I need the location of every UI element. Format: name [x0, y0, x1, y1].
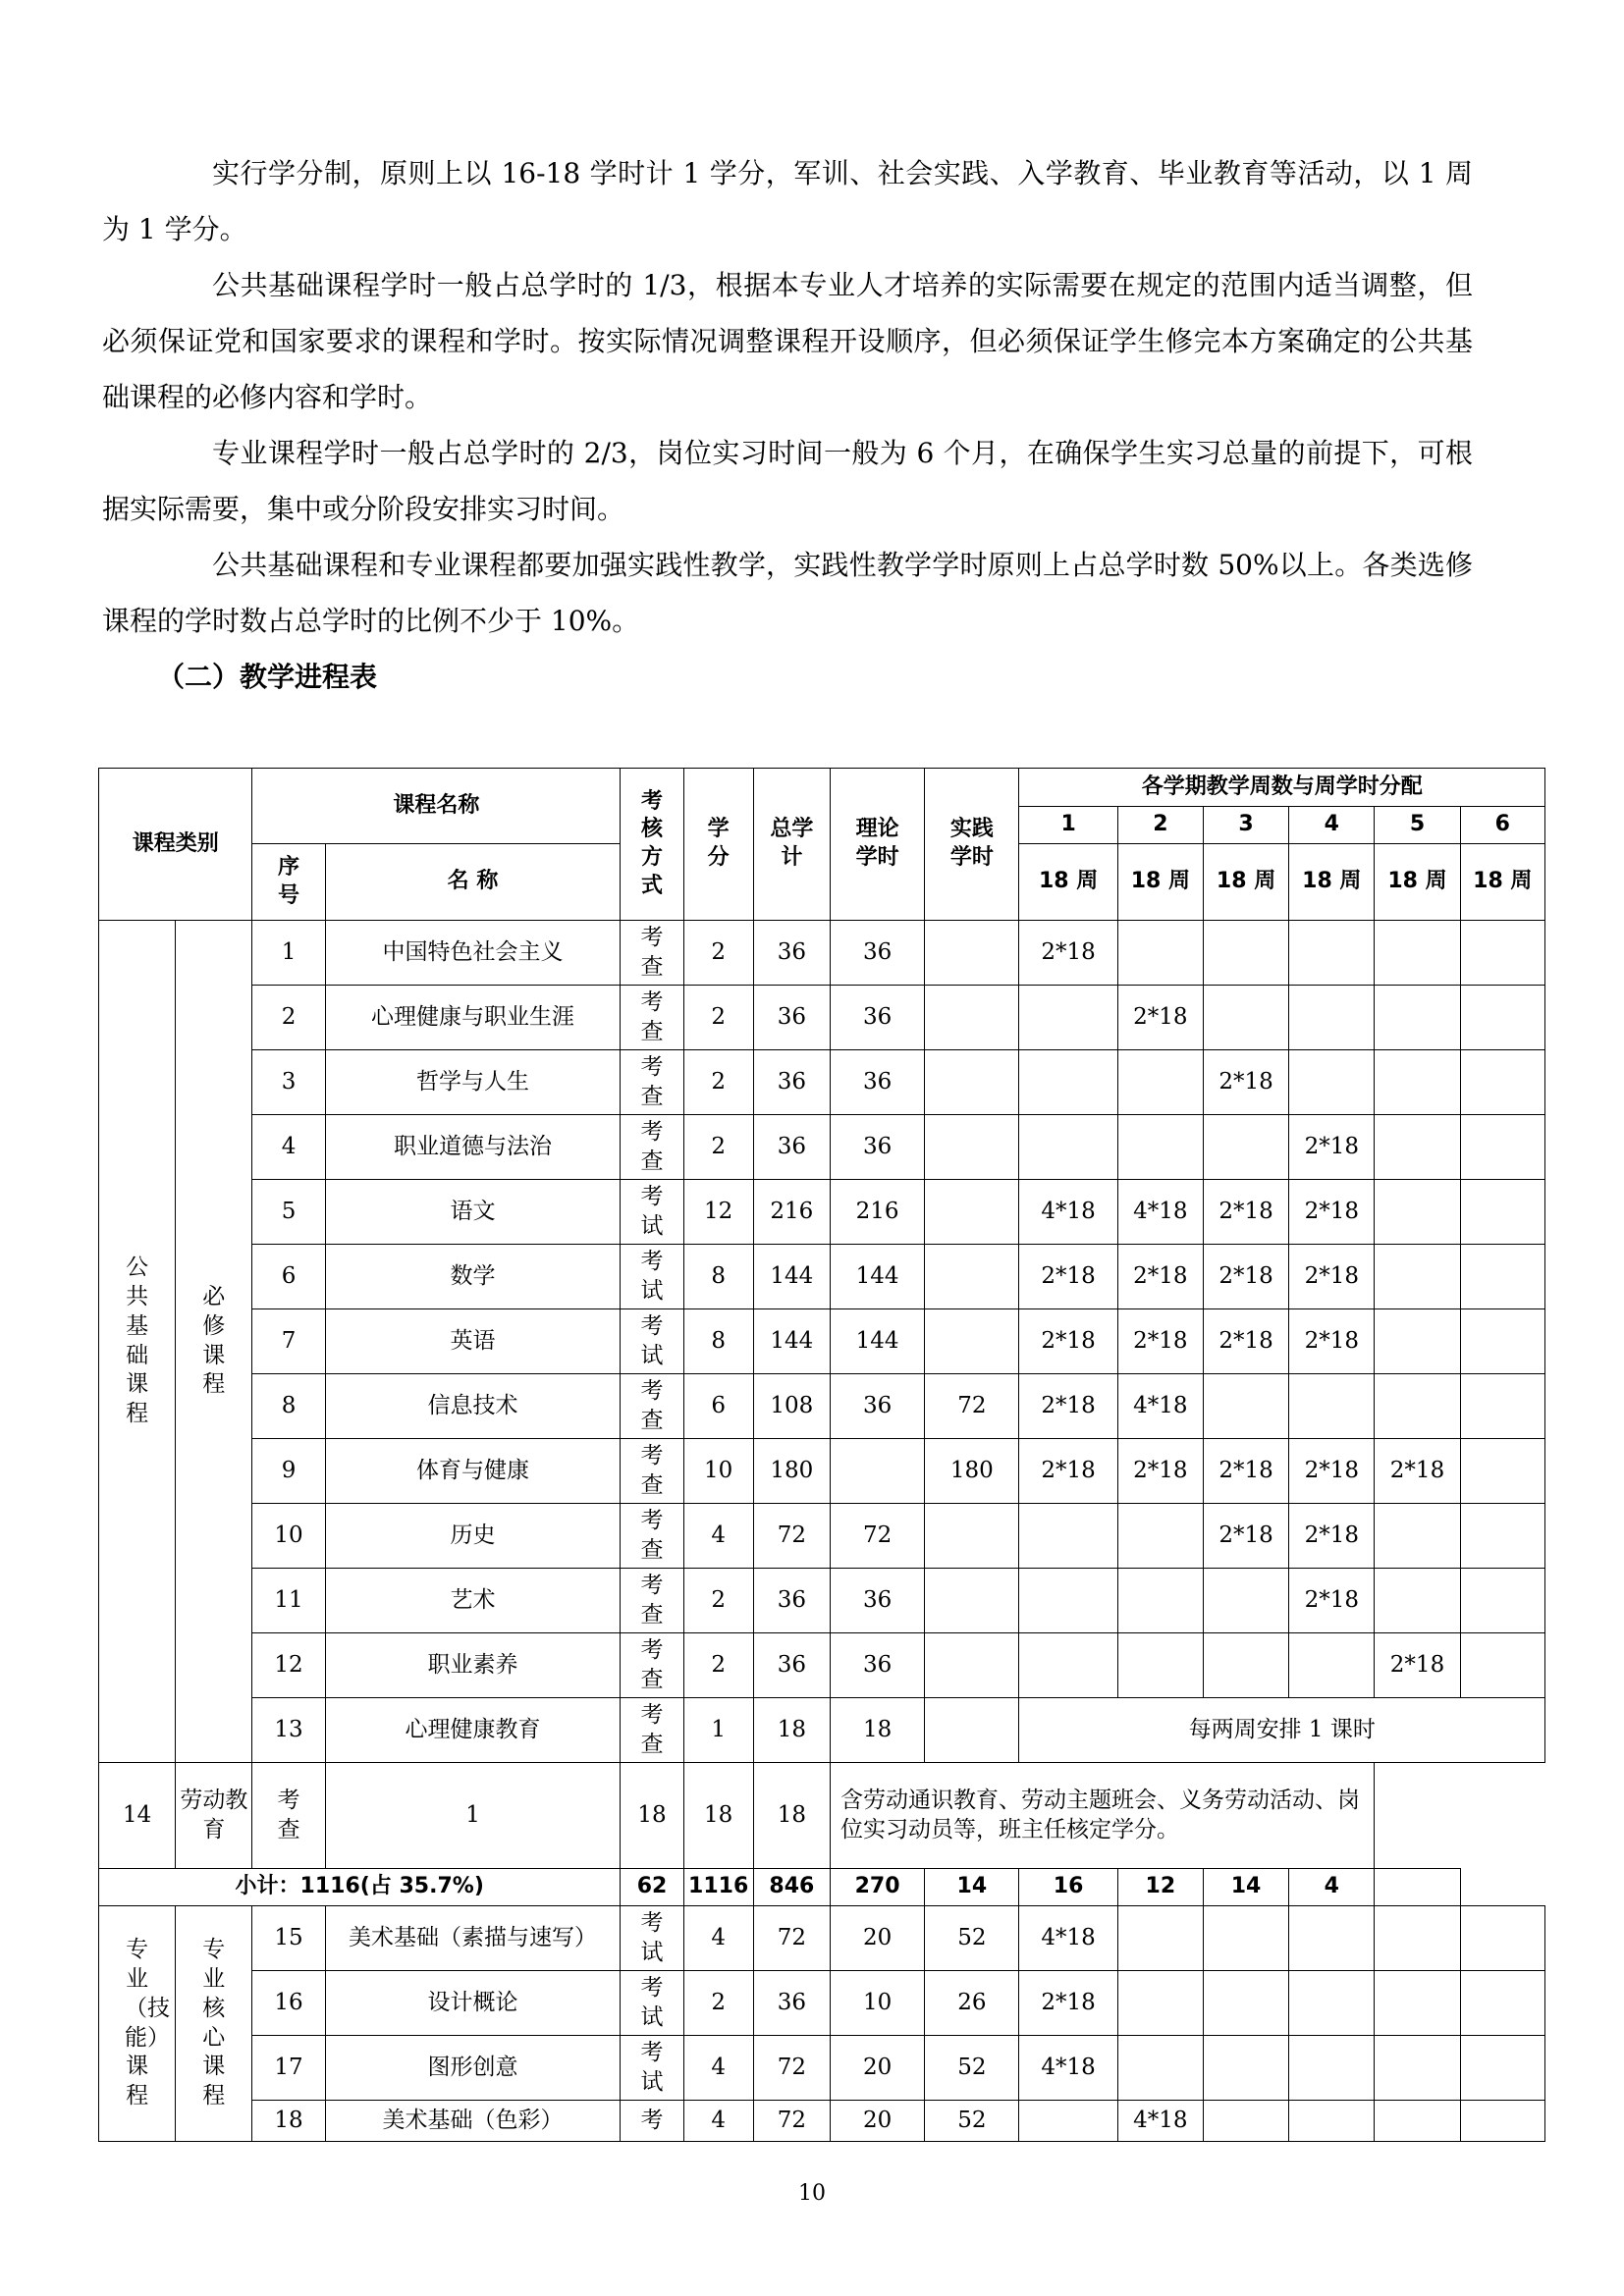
table-row — [99, 1115, 1545, 1180]
cell-semester-3 — [1203, 2036, 1288, 2101]
cell-semester-3: 2*18 — [1203, 1504, 1288, 1569]
cell-note-row14: 含劳动通识教育、劳动主题班会、义务劳动活动、岗位实习动员等，班主任核定学分。 — [830, 1763, 1374, 1869]
cell-seq: 4 — [252, 1115, 325, 1180]
cell-semester-3 — [1203, 986, 1288, 1050]
cell-credit: 4 — [683, 2101, 753, 2142]
cell-theory-hours: 36 — [830, 1115, 924, 1180]
cell-semester-5 — [1375, 1245, 1460, 1309]
subcategory-required: 必修课程 — [176, 921, 252, 1763]
cell-semester-6 — [1460, 1245, 1544, 1309]
cell-total-hours: 144 — [753, 1309, 830, 1374]
cell-semester-4: 2*18 — [1289, 1245, 1375, 1309]
cell-semester-4 — [1289, 1906, 1375, 1971]
cell-semester-3 — [1203, 2101, 1288, 2142]
cell-semester-1: 2*18 — [1019, 1971, 1117, 2036]
cell-theory-hours: 18 — [830, 1698, 924, 1763]
cell-semester-1: 2*18 — [1019, 1439, 1117, 1504]
paragraph-professional-courses: 专业课程学时一般占总学时的 2/3，岗位实习时间一般为 6 个月，在确保学生实习总量的前提下，可根据实际需要，集中或分阶段安排实习时间。 — [102, 437, 1473, 525]
cell-seq: 9 — [252, 1439, 325, 1504]
header-weeks-6: 18 周 — [1460, 844, 1544, 921]
cell-semester-3: 2*18 — [1203, 1245, 1288, 1309]
cell-semester-4: 2*18 — [1289, 1569, 1375, 1633]
table-row — [99, 1504, 1545, 1569]
table-row — [99, 986, 1545, 1050]
subtotal-practice: 270 — [830, 1869, 924, 1906]
cell-exam-method: 考查 — [621, 1374, 683, 1439]
cell-semester-3 — [1203, 921, 1288, 986]
cell-seq: 14 — [99, 1763, 176, 1869]
cell-course-name: 美术基础（素描与速写） — [325, 1906, 621, 1971]
header-weeks-2: 18 周 — [1117, 844, 1203, 921]
header-semester-1: 1 — [1019, 807, 1117, 844]
cell-credit: 4 — [683, 1504, 753, 1569]
cell-practice-hours: 72 — [925, 1374, 1019, 1439]
cell-seq: 3 — [252, 1050, 325, 1115]
cell-semester-1 — [1019, 2101, 1117, 2142]
cell-semester-3 — [1203, 1569, 1288, 1633]
cell-semester-5 — [1375, 1569, 1460, 1633]
table-row — [99, 1374, 1545, 1439]
header-name: 名 称 — [325, 844, 621, 921]
cell-seq: 6 — [252, 1245, 325, 1309]
cell-semester-2 — [1117, 1050, 1203, 1115]
cell-semester-1 — [1019, 1633, 1117, 1698]
cell-theory-hours: 72 — [830, 1504, 924, 1569]
cell-credit: 2 — [683, 986, 753, 1050]
header-semester-3: 3 — [1203, 807, 1288, 844]
cell-semester-1: 2*18 — [1019, 1309, 1117, 1374]
header-semester-group: 各学期教学周数与周学时分配 — [1019, 769, 1545, 807]
cell-semester-4: 2*18 — [1289, 1309, 1375, 1374]
subtotal-row — [99, 1869, 1545, 1906]
paragraph-credit-system: 实行学分制，原则上以 16-18 学时计 1 学分，军训、社会实践、入学教育、毕业教育等活动，以 1 周为 1 学分。 — [102, 157, 1473, 245]
cell-semester-1: 4*18 — [1019, 1906, 1117, 1971]
header-seq: 序号 — [252, 844, 325, 921]
table-row — [99, 1180, 1545, 1245]
cell-semester-5: 2*18 — [1375, 1633, 1460, 1698]
subtotal-semester-1: 14 — [925, 1869, 1019, 1906]
subtotal-credit: 62 — [621, 1869, 683, 1906]
cell-semester-2: 2*18 — [1117, 1309, 1203, 1374]
cell-semester-5 — [1375, 1971, 1460, 2036]
header-total-hours: 总学计 — [753, 769, 830, 921]
cell-semester-2: 2*18 — [1117, 1245, 1203, 1309]
cell-exam-method: 考查 — [621, 1115, 683, 1180]
cell-total-hours: 72 — [753, 2101, 830, 2142]
cell-total-hours: 36 — [753, 1633, 830, 1698]
cell-course-name: 职业道德与法治 — [325, 1115, 621, 1180]
cell-exam-method: 考查 — [621, 1633, 683, 1698]
cell-total-hours: 36 — [753, 921, 830, 986]
cell-credit: 2 — [683, 1050, 753, 1115]
cell-total-hours: 216 — [753, 1180, 830, 1245]
cell-semester-1: 2*18 — [1019, 1245, 1117, 1309]
cell-practice-hours — [925, 1180, 1019, 1245]
cell-semester-6 — [1460, 1374, 1544, 1439]
category-public-basic: 公共基础课程 — [99, 921, 176, 1763]
cell-note-row13: 每两周安排 1 课时 — [1019, 1698, 1545, 1763]
cell-practice-hours — [925, 1569, 1019, 1633]
header-course-name: 课程名称 — [252, 769, 621, 844]
cell-practice-hours: 52 — [925, 1906, 1019, 1971]
cell-credit: 2 — [683, 1569, 753, 1633]
cell-semester-1: 2*18 — [1019, 1374, 1117, 1439]
table-row — [99, 1633, 1545, 1698]
header-category: 课程类别 — [99, 769, 252, 921]
cell-semester-5 — [1375, 1504, 1460, 1569]
cell-total-hours: 36 — [753, 1115, 830, 1180]
cell-credit: 2 — [683, 1115, 753, 1180]
cell-semester-5 — [1375, 2101, 1460, 2142]
cell-semester-2: 4*18 — [1117, 1374, 1203, 1439]
cell-seq: 7 — [252, 1309, 325, 1374]
section-heading: （二）教学进程表 — [157, 661, 378, 693]
cell-theory-hours: 18 — [683, 1763, 753, 1869]
cell-credit: 4 — [683, 1906, 753, 1971]
paragraph-practice-teaching: 公共基础课程和专业课程都要加强实践性教学，实践性教学学时原则上占总学时数 50%以上。各类选修课程的学时数占总学时的比例不少于 10%。 — [102, 549, 1473, 637]
cell-seq: 15 — [252, 1906, 325, 1971]
cell-semester-2 — [1117, 921, 1203, 986]
cell-semester-4: 2*18 — [1289, 1504, 1375, 1569]
subtotal-label: 小计：1116(占 35.7%) — [99, 1869, 621, 1906]
cell-theory-hours: 216 — [830, 1180, 924, 1245]
table-row — [99, 1971, 1545, 2036]
table-row — [99, 1245, 1545, 1309]
cell-practice-hours: 52 — [925, 2101, 1019, 2142]
header-weeks-1: 18 周 — [1019, 844, 1117, 921]
cell-semester-4 — [1289, 2101, 1375, 2142]
subtotal-theory: 846 — [753, 1869, 830, 1906]
table-row — [99, 1698, 1545, 1763]
subtotal-semester-2: 16 — [1019, 1869, 1117, 1906]
cell-semester-4 — [1289, 1374, 1375, 1439]
cell-semester-5 — [1375, 1050, 1460, 1115]
cell-semester-4: 2*18 — [1289, 1180, 1375, 1245]
cell-semester-6 — [1460, 1115, 1544, 1180]
cell-semester-5 — [1375, 986, 1460, 1050]
subtotal-semester-6 — [1375, 1869, 1460, 1906]
cell-course-name: 历史 — [325, 1504, 621, 1569]
cell-semester-6 — [1460, 1971, 1544, 2036]
cell-seq: 13 — [252, 1698, 325, 1763]
cell-practice-hours — [925, 1633, 1019, 1698]
cell-credit: 10 — [683, 1439, 753, 1504]
header-weeks-5: 18 周 — [1375, 844, 1460, 921]
cell-credit: 12 — [683, 1180, 753, 1245]
cell-semester-5: 2*18 — [1375, 1439, 1460, 1504]
cell-total-hours: 18 — [753, 1698, 830, 1763]
cell-semester-1 — [1019, 1504, 1117, 1569]
cell-theory-hours — [830, 1439, 924, 1504]
cell-semester-2 — [1117, 1569, 1203, 1633]
cell-total-hours: 144 — [753, 1245, 830, 1309]
cell-practice-hours: 180 — [925, 1439, 1019, 1504]
cell-semester-3: 2*18 — [1203, 1309, 1288, 1374]
cell-course-name: 职业素养 — [325, 1633, 621, 1698]
cell-semester-6 — [1460, 2101, 1544, 2142]
cell-semester-6 — [1460, 1633, 1544, 1698]
table-row — [99, 1763, 1545, 1869]
cell-semester-1: 4*18 — [1019, 2036, 1117, 2101]
cell-semester-4 — [1289, 1971, 1375, 2036]
cell-seq: 18 — [252, 2101, 325, 2142]
cell-seq: 5 — [252, 1180, 325, 1245]
cell-semester-4 — [1289, 921, 1375, 986]
table-row — [99, 1439, 1545, 1504]
cell-credit: 2 — [683, 1633, 753, 1698]
cell-theory-hours: 20 — [830, 1906, 924, 1971]
cell-seq: 11 — [252, 1569, 325, 1633]
cell-semester-6 — [1460, 921, 1544, 986]
cell-semester-6 — [1460, 1050, 1544, 1115]
cell-credit: 1 — [683, 1698, 753, 1763]
cell-theory-hours: 36 — [830, 921, 924, 986]
cell-semester-4: 2*18 — [1289, 1439, 1375, 1504]
cell-total-hours: 180 — [753, 1439, 830, 1504]
cell-semester-3: 2*18 — [1203, 1180, 1288, 1245]
category-professional: 专业（技能）课程 — [99, 1906, 176, 2142]
cell-semester-6 — [1460, 1906, 1544, 1971]
cell-total-hours: 72 — [753, 1504, 830, 1569]
cell-semester-5 — [1375, 921, 1460, 986]
header-semester-2: 2 — [1117, 807, 1203, 844]
cell-semester-5 — [1375, 2036, 1460, 2101]
cell-credit: 2 — [683, 1971, 753, 2036]
header-semester-5: 5 — [1375, 807, 1460, 844]
cell-semester-6 — [1460, 1439, 1544, 1504]
subtotal-semester-4: 14 — [1203, 1869, 1288, 1906]
cell-semester-3 — [1203, 1115, 1288, 1180]
cell-practice-hours — [925, 986, 1019, 1050]
cell-semester-5 — [1375, 1309, 1460, 1374]
cell-semester-2: 2*18 — [1117, 1439, 1203, 1504]
subtotal-total: 1116 — [683, 1869, 753, 1906]
cell-course-name: 数学 — [325, 1245, 621, 1309]
page-number: 10 — [798, 2181, 826, 2206]
cell-total-hours: 108 — [753, 1374, 830, 1439]
cell-semester-5 — [1375, 1906, 1460, 1971]
cell-course-name: 艺术 — [325, 1569, 621, 1633]
cell-exam-method: 考查 — [621, 1504, 683, 1569]
cell-exam-method: 考试 — [621, 1245, 683, 1309]
cell-semester-6 — [1460, 1309, 1544, 1374]
cell-semester-1: 2*18 — [1019, 921, 1117, 986]
table-row — [99, 1906, 1545, 1971]
cell-course-name: 哲学与人生 — [325, 1050, 621, 1115]
header-exam-method: 考核方式 — [621, 769, 683, 921]
table-row — [99, 2036, 1545, 2101]
cell-credit: 2 — [683, 921, 753, 986]
cell-course-name: 信息技术 — [325, 1374, 621, 1439]
cell-total-hours: 36 — [753, 1971, 830, 2036]
cell-seq: 12 — [252, 1633, 325, 1698]
cell-semester-6 — [1460, 1569, 1544, 1633]
cell-semester-4 — [1289, 1050, 1375, 1115]
cell-seq: 8 — [252, 1374, 325, 1439]
table-row — [99, 1569, 1545, 1633]
cell-practice-hours — [925, 1698, 1019, 1763]
cell-semester-3 — [1203, 1633, 1288, 1698]
cell-semester-4 — [1289, 1633, 1375, 1698]
cell-semester-5 — [1375, 1180, 1460, 1245]
cell-seq: 1 — [252, 921, 325, 986]
cell-credit: 6 — [683, 1374, 753, 1439]
cell-exam-method: 考查 — [621, 1439, 683, 1504]
cell-semester-2: 4*18 — [1117, 1180, 1203, 1245]
cell-theory-hours: 144 — [830, 1245, 924, 1309]
cell-semester-1 — [1019, 1115, 1117, 1180]
cell-course-name: 体育与健康 — [325, 1439, 621, 1504]
cell-theory-hours: 20 — [830, 2101, 924, 2142]
cell-theory-hours: 36 — [830, 1569, 924, 1633]
header-weeks-4: 18 周 — [1289, 844, 1375, 921]
subcategory-core: 专业核心课程 — [176, 1906, 252, 2142]
cell-semester-2 — [1117, 1115, 1203, 1180]
cell-course-name: 心理健康与职业生涯 — [325, 986, 621, 1050]
cell-semester-2: 4*18 — [1117, 2101, 1203, 2142]
cell-semester-2 — [1117, 1504, 1203, 1569]
cell-theory-hours: 36 — [830, 1374, 924, 1439]
cell-semester-3: 2*18 — [1203, 1439, 1288, 1504]
cell-semester-3 — [1203, 1906, 1288, 1971]
cell-credit: 8 — [683, 1245, 753, 1309]
cell-course-name: 图形创意 — [325, 2036, 621, 2101]
table-row — [99, 1309, 1545, 1374]
cell-practice-hours — [925, 1050, 1019, 1115]
cell-practice-hours — [925, 1115, 1019, 1180]
header-weeks-3: 18 周 — [1203, 844, 1288, 921]
cell-total-hours: 36 — [753, 1569, 830, 1633]
subtotal-semester-3: 12 — [1117, 1869, 1203, 1906]
cell-semester-2 — [1117, 2036, 1203, 2101]
cell-practice-hours — [925, 921, 1019, 986]
table-row — [99, 921, 1545, 986]
cell-semester-1 — [1019, 1569, 1117, 1633]
header-theory-hours: 理论学时 — [830, 769, 924, 921]
cell-theory-hours: 36 — [830, 1633, 924, 1698]
table-row — [99, 2101, 1545, 2142]
cell-credit: 8 — [683, 1309, 753, 1374]
cell-course-name: 劳动教育 — [176, 1763, 252, 1869]
cell-theory-hours: 36 — [830, 1050, 924, 1115]
cell-exam-method: 考 — [621, 2101, 683, 2142]
cell-semester-3 — [1203, 1374, 1288, 1439]
cell-total-hours: 36 — [753, 986, 830, 1050]
cell-exam-method: 考查 — [621, 1050, 683, 1115]
cell-course-name: 中国特色社会主义 — [325, 921, 621, 986]
cell-semester-6 — [1460, 1504, 1544, 1569]
cell-semester-1 — [1019, 986, 1117, 1050]
cell-theory-hours: 20 — [830, 2036, 924, 2101]
header-credits: 学分 — [683, 769, 753, 921]
cell-semester-2 — [1117, 1971, 1203, 2036]
cell-seq: 16 — [252, 1971, 325, 2036]
cell-total-hours: 72 — [753, 2036, 830, 2101]
cell-semester-4 — [1289, 986, 1375, 1050]
cell-semester-4 — [1289, 2036, 1375, 2101]
cell-course-name: 英语 — [325, 1309, 621, 1374]
header-practice-hours: 实践学时 — [925, 769, 1019, 921]
cell-semester-1: 4*18 — [1019, 1180, 1117, 1245]
cell-exam-method: 考试 — [621, 2036, 683, 2101]
cell-practice-hours — [925, 1309, 1019, 1374]
cell-credit: 1 — [325, 1763, 621, 1869]
cell-credit: 4 — [683, 2036, 753, 2101]
cell-exam-method: 考试 — [621, 1309, 683, 1374]
cell-semester-2: 2*18 — [1117, 986, 1203, 1050]
cell-semester-3 — [1203, 1971, 1288, 2036]
paragraph-public-courses: 公共基础课程学时一般占总学时的 1/3，根据本专业人才培养的实际需要在规定的范围内适当调整，但必须保证党和国家要求的课程和学时。按实际情况调整课程开设顺序，但必须保证学生修完本方案确定的公共基础课程的必修内容和学时。 — [102, 269, 1473, 413]
cell-semester-4: 2*18 — [1289, 1115, 1375, 1180]
cell-exam-method: 考试 — [621, 1906, 683, 1971]
cell-total-hours: 72 — [753, 1906, 830, 1971]
cell-exam-method: 考查 — [621, 1569, 683, 1633]
header-semester-4: 4 — [1289, 807, 1375, 844]
cell-semester-2 — [1117, 1906, 1203, 1971]
cell-theory-hours: 36 — [830, 986, 924, 1050]
cell-theory-hours: 10 — [830, 1971, 924, 2036]
cell-semester-2 — [1117, 1633, 1203, 1698]
cell-course-name: 设计概论 — [325, 1971, 621, 2036]
cell-semester-5 — [1375, 1374, 1460, 1439]
header-semester-6: 6 — [1460, 807, 1544, 844]
cell-semester-6 — [1460, 1180, 1544, 1245]
cell-exam-method: 考查 — [621, 921, 683, 986]
cell-course-name: 语文 — [325, 1180, 621, 1245]
subtotal-semester-5: 4 — [1289, 1869, 1375, 1906]
cell-course-name: 心理健康教育 — [325, 1698, 621, 1763]
cell-course-name: 美术基础（色彩） — [325, 2101, 621, 2142]
teaching-schedule-table — [98, 768, 1545, 2142]
cell-seq: 10 — [252, 1504, 325, 1569]
cell-practice-hours — [925, 1245, 1019, 1309]
cell-semester-5 — [1375, 1115, 1460, 1180]
cell-exam-method: 考查 — [621, 1698, 683, 1763]
cell-practice-hours: 26 — [925, 1971, 1019, 2036]
cell-practice-hours: 52 — [925, 2036, 1019, 2101]
cell-practice-hours: 18 — [753, 1763, 830, 1869]
cell-seq: 17 — [252, 2036, 325, 2101]
cell-exam-method: 考试 — [621, 1180, 683, 1245]
cell-semester-3: 2*18 — [1203, 1050, 1288, 1115]
table-row — [99, 1050, 1545, 1115]
cell-total-hours: 18 — [621, 1763, 683, 1869]
cell-exam-method: 考查 — [252, 1763, 325, 1869]
cell-seq: 2 — [252, 986, 325, 1050]
cell-semester-1 — [1019, 1050, 1117, 1115]
cell-practice-hours — [925, 1504, 1019, 1569]
cell-semester-6 — [1460, 2036, 1544, 2101]
cell-exam-method: 考查 — [621, 986, 683, 1050]
cell-semester-6 — [1460, 986, 1544, 1050]
cell-theory-hours: 144 — [830, 1309, 924, 1374]
cell-total-hours: 36 — [753, 1050, 830, 1115]
cell-exam-method: 考试 — [621, 1971, 683, 2036]
